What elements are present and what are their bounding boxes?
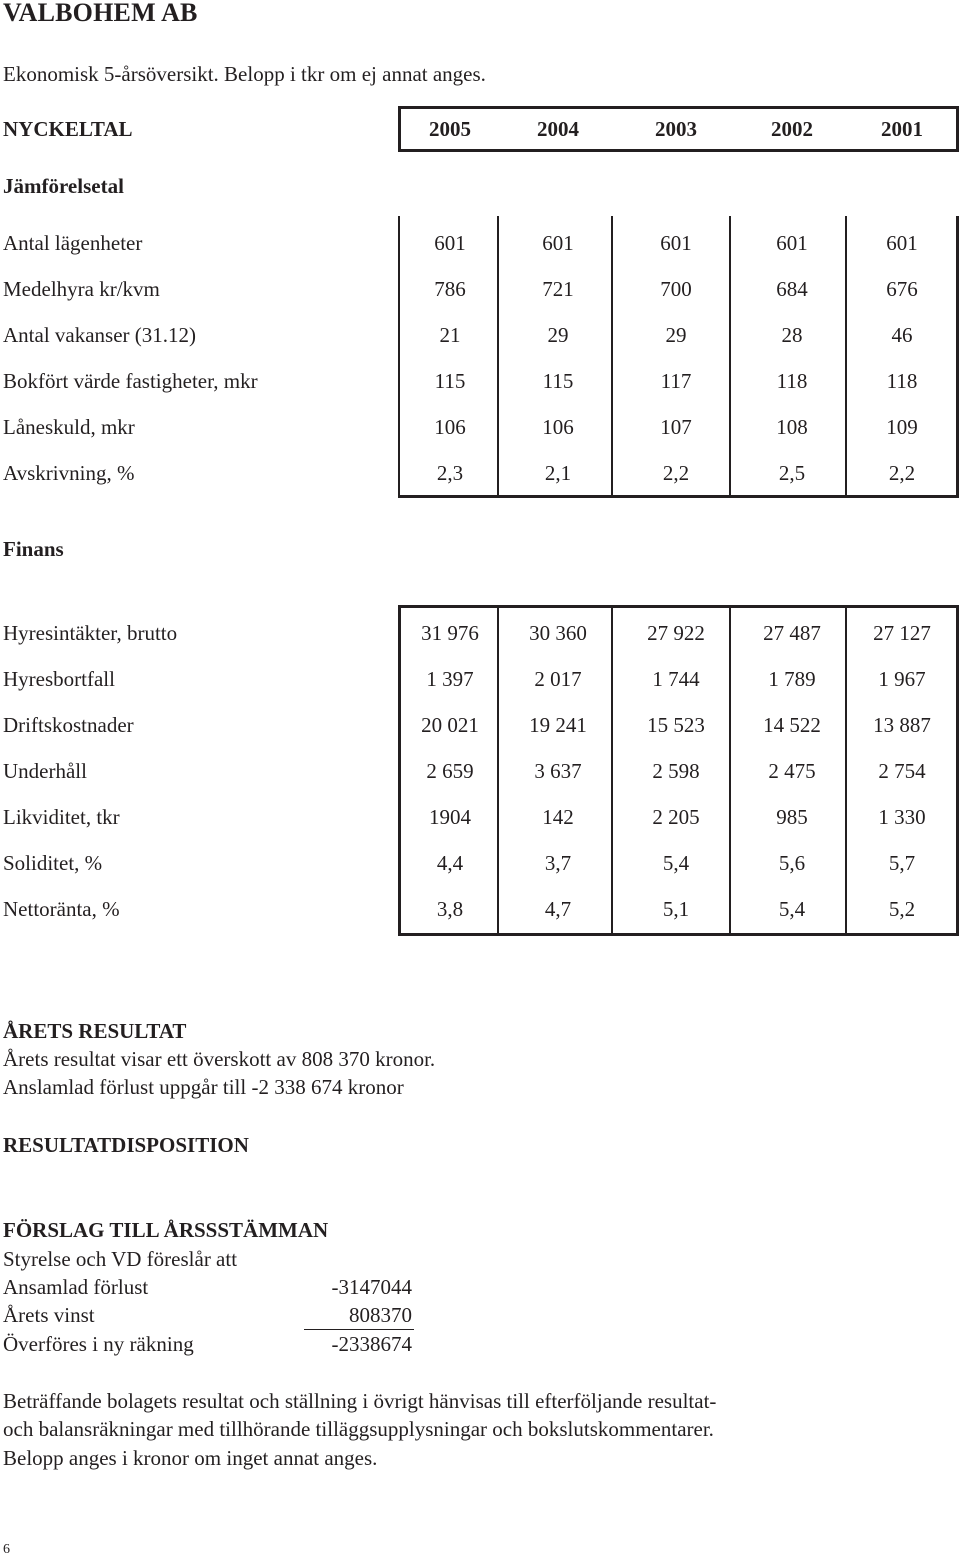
comparison-cell-2002: 118	[776, 369, 808, 393]
finance-cell-2003: 1 744	[652, 667, 700, 691]
closing-line: Belopp anges i kronor om inget annat anges.	[3, 1446, 378, 1470]
comparison-cell-2005: 21	[439, 323, 461, 347]
comparison-cell-2001: 118	[886, 369, 918, 393]
finance-cell-2004: 4,7	[544, 897, 572, 921]
proposal-row-label: Ansamlad förlust	[3, 1275, 149, 1299]
keyfigures-label: NYCKELTAL	[3, 117, 133, 141]
finance-cell-2005: 31 976	[421, 621, 479, 645]
finance-cell-2001: 13 887	[873, 713, 931, 737]
finance-cell-2003: 5,4	[662, 851, 690, 875]
proposal-row-value: -2338674	[331, 1332, 412, 1356]
comparison-cell-2004: 601	[542, 231, 574, 255]
finance-row-label: Soliditet, %	[3, 851, 103, 875]
comparison-cell-2001: 2,2	[888, 461, 916, 485]
finance-cell-2002: 5,6	[778, 851, 806, 875]
finance-cell-2005: 20 021	[421, 713, 479, 737]
comparison-cell-2003: 29	[665, 323, 687, 347]
finance-cell-2004: 3,7	[544, 851, 572, 875]
finance-cell-2002: 27 487	[763, 621, 821, 645]
result-line: Anslamlad förlust uppgår till -2 338 674 kronor	[3, 1075, 404, 1099]
comparison-row-label: Avskrivning, %	[3, 461, 135, 485]
report-subtitle: Ekonomisk 5-årsöversikt. Belopp i tkr om ej annat anges.	[3, 62, 486, 86]
page-number: 6	[3, 1542, 10, 1557]
comparison-cell-2005: 786	[434, 277, 466, 301]
finance-cell-2003: 5,1	[662, 897, 690, 921]
comparison-cell-2001: 46	[891, 323, 913, 347]
year-header-2005: 2005	[429, 117, 471, 141]
finance-cell-2002: 14 522	[763, 713, 821, 737]
comparison-row-label: Medelhyra kr/kvm	[3, 277, 160, 301]
sum-underline	[304, 1329, 414, 1330]
finance-cell-2002: 1 789	[768, 667, 816, 691]
finance-cell-2004: 142	[542, 805, 574, 829]
company-title: VALBOHEM AB	[3, 0, 198, 27]
closing-line: och balansräkningar med tillhörande tilläggsupplysningar och bokslutskommentarer.	[3, 1417, 714, 1441]
finance-heading: Finans	[3, 537, 64, 561]
comparison-heading: Jämförelsetal	[3, 174, 124, 198]
comparison-row-label: Antal lägenheter	[3, 231, 143, 255]
comparison-cell-2003: 117	[660, 369, 692, 393]
finance-row-label: Hyresbortfall	[3, 667, 115, 691]
comparison-divider	[729, 216, 731, 498]
comparison-cell-2001: 676	[886, 277, 918, 301]
year-header-2003: 2003	[655, 117, 697, 141]
proposal-row-label: Överföres i ny räkning	[3, 1332, 194, 1356]
comparison-cell-2001: 109	[886, 415, 918, 439]
year-header-2001: 2001	[881, 117, 923, 141]
finance-cell-2003: 2 598	[652, 759, 700, 783]
finance-cell-2004: 3 637	[534, 759, 582, 783]
finance-row-label: Driftskostnader	[3, 713, 134, 737]
finance-cell-2003: 27 922	[647, 621, 705, 645]
comparison-cell-2003: 2,2	[662, 461, 690, 485]
finance-cell-2005: 2 659	[426, 759, 474, 783]
comparison-cell-2005: 2,3	[436, 461, 464, 485]
finance-cell-2002: 5,4	[778, 897, 806, 921]
finance-cell-2005: 1 397	[426, 667, 474, 691]
comparison-cell-2003: 700	[660, 277, 692, 301]
result-line: Årets resultat visar ett överskott av 808 370 kronor.	[3, 1047, 436, 1071]
result-heading: ÅRETS RESULTAT	[3, 1019, 187, 1043]
finance-border-top	[398, 605, 959, 608]
comparison-row-label: Bokfört värde fastigheter, mkr	[3, 369, 258, 393]
comparison-cell-2002: 2,5	[778, 461, 806, 485]
proposal-intro: Styrelse och VD föreslår att	[3, 1247, 238, 1271]
finance-cell-2001: 1 967	[878, 667, 926, 691]
comparison-cell-2004: 115	[542, 369, 574, 393]
finance-cell-2004: 19 241	[529, 713, 587, 737]
finance-cell-2002: 2 475	[768, 759, 816, 783]
finance-cell-2001: 27 127	[873, 621, 931, 645]
comparison-divider	[845, 216, 847, 498]
finance-cell-2001: 2 754	[878, 759, 926, 783]
finance-row-label: Underhåll	[3, 759, 87, 783]
finance-cell-2001: 5,7	[888, 851, 916, 875]
comparison-cell-2003: 107	[660, 415, 692, 439]
comparison-cell-2004: 106	[542, 415, 574, 439]
finance-row-label: Hyresintäkter, brutto	[3, 621, 178, 645]
comparison-divider	[497, 216, 499, 498]
comparison-border-right	[956, 216, 959, 498]
finance-cell-2004: 2 017	[534, 667, 582, 691]
comparison-cell-2002: 601	[776, 231, 808, 255]
comparison-cell-2004: 2,1	[544, 461, 572, 485]
proposal-row-value: 808370	[349, 1303, 412, 1327]
finance-cell-2001: 1 330	[878, 805, 926, 829]
finance-cell-2003: 2 205	[652, 805, 700, 829]
comparison-cell-2003: 601	[660, 231, 692, 255]
finance-border-bottom	[398, 933, 959, 936]
finance-cell-2005: 4,4	[436, 851, 464, 875]
comparison-cell-2002: 684	[776, 277, 808, 301]
proposal-row-value: -3147044	[331, 1275, 412, 1299]
comparison-cell-2005: 601	[434, 231, 466, 255]
comparison-border-bottom	[398, 495, 959, 498]
finance-cell-2004: 30 360	[529, 621, 587, 645]
comparison-border-left	[398, 216, 400, 498]
comparison-cell-2001: 601	[886, 231, 918, 255]
proposal-row-label: Årets vinst	[3, 1303, 95, 1327]
finance-cell-2002: 985	[776, 805, 808, 829]
comparison-cell-2002: 28	[781, 323, 803, 347]
comparison-cell-2005: 115	[434, 369, 466, 393]
finance-cell-2005: 1904	[429, 805, 471, 829]
finance-row-label: Likviditet, tkr	[3, 805, 120, 829]
comparison-cell-2002: 108	[776, 415, 808, 439]
year-header-2002: 2002	[771, 117, 813, 141]
comparison-cell-2004: 721	[542, 277, 574, 301]
year-header-2004: 2004	[537, 117, 579, 141]
comparison-row-label: Låneskuld, mkr	[3, 415, 135, 439]
finance-cell-2003: 15 523	[647, 713, 705, 737]
finance-cell-2005: 3,8	[436, 897, 464, 921]
finance-row-label: Nettoränta, %	[3, 897, 120, 921]
comparison-cell-2004: 29	[547, 323, 569, 347]
comparison-divider	[611, 216, 613, 498]
proposal-heading: FÖRSLAG TILL ÅRSSSTÄMMAN	[3, 1218, 329, 1242]
finance-cell-2001: 5,2	[888, 897, 916, 921]
closing-line: Beträffande bolagets resultat och ställning i övrigt hänvisas till efterföljande resultat-	[3, 1389, 717, 1413]
disposition-heading: RESULTATDISPOSITION	[3, 1133, 249, 1157]
comparison-cell-2005: 106	[434, 415, 466, 439]
comparison-row-label: Antal vakanser (31.12)	[3, 323, 197, 347]
